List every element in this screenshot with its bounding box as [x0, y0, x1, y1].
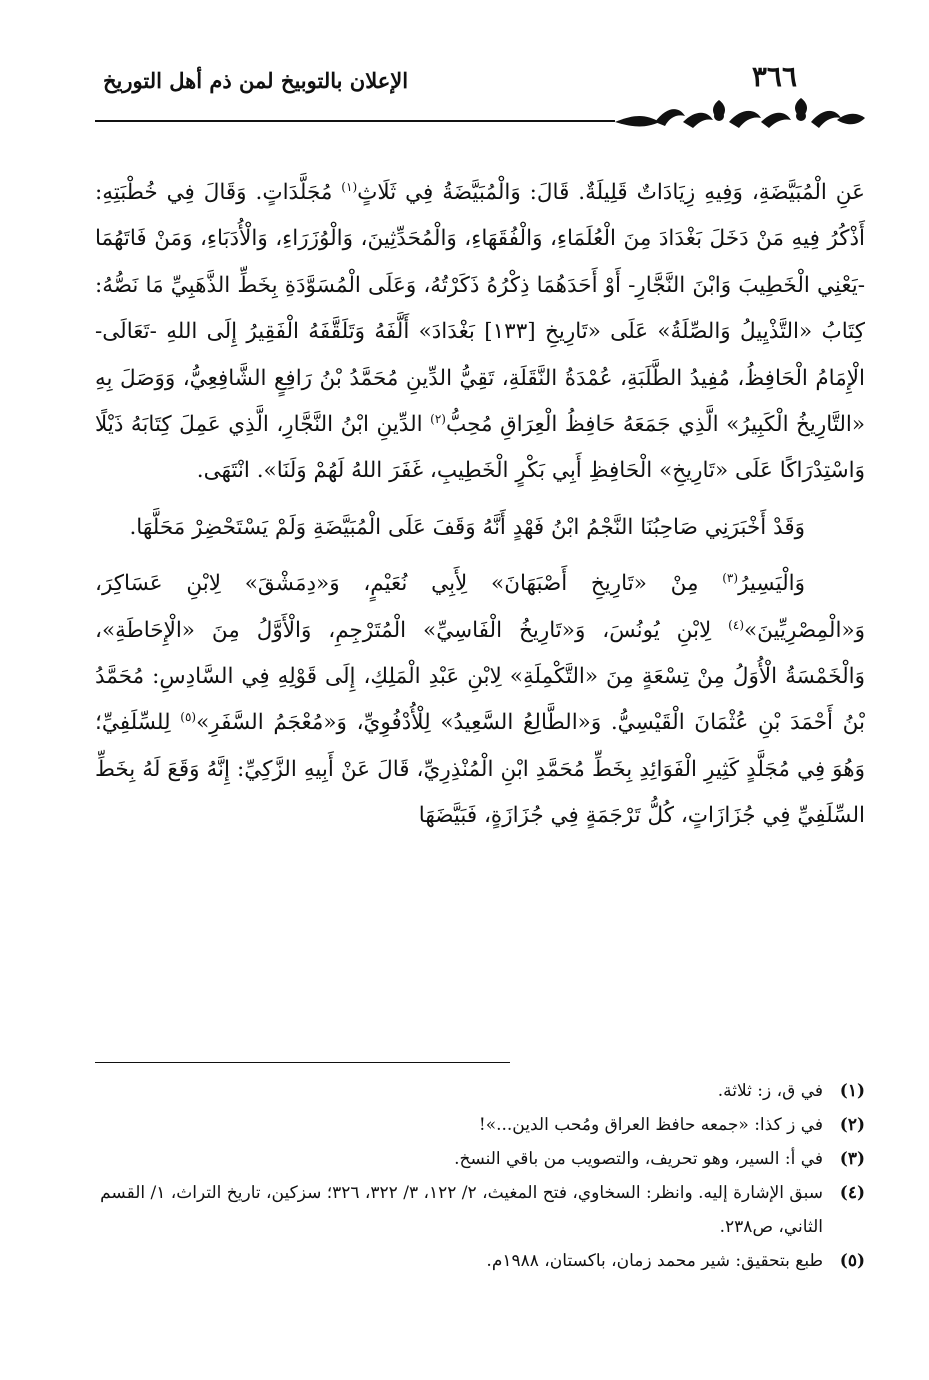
footnote-ref[interactable]: (٢): [430, 411, 446, 426]
footnote-number: (٢): [839, 1115, 865, 1135]
text-run: الدِّينِ ابْنُ النَّجَّارِ، الَّذِي عَمِلَ كِتَابَهُ ذَيْلًا وَاسْتِدْرَاكًا عَلَى «تَارِيخِ» الْحَافِظِ أَبِي بَكْرٍ الْخَطِيبِ، غَفَرَ اللهُ لَهُمْ وَلَنَا». انْتَهَى.: [95, 412, 865, 484]
footnote-text: طبع بتحقيق: شير محمد زمان، باكستان، ١٩٨٨م.: [486, 1251, 823, 1271]
page-number: ٣٦٦: [751, 60, 797, 93]
footnote: [95, 1074, 865, 1108]
text-run: مِنْ «تَارِيخِ أَصْبَهَانَ» لِأَبِي نُعَيْمٍ، وَ«دِمَشْقَ» لِابْنِ عَسَاكِرَ، وَ«الْمِصْرِيِّينَ»: [95, 571, 865, 643]
text-run: لِلسِّلَفِيِّ؛ وَهُوَ فِي مُجَلَّدٍ كَثِيرِ الْفَوَائِدِ بِخَطِّ مُحَمَّدِ ابْنِ الْمُنْذِرِيِّ، قَالَ عَنْ أَبِيهِ الزَّكِيِّ: إِنَّهُ وَقَعَ لَهُ بِخَطِّ السِّلَفِيِّ فِي جُزَازَاتٍ، كُلُّ تَرْجَمَةٍ فِي جُزَازَةٍ، فَبَيَّضَهَا: [95, 710, 865, 829]
footnote: [95, 1142, 865, 1176]
footnote-number: (٥): [839, 1251, 865, 1271]
paragraph: [95, 170, 865, 495]
footnote-ref[interactable]: (٤): [728, 617, 744, 632]
text-run: مُجَلَّدَاتٍ. وَقَالَ فِي خُطْبَتِهِ: أَذْكُرُ فِيهِ مَنْ دَخَلَ بَغْدَادَ مِنَ الْعُلَمَاءِ، وَالْفُقَهَاءِ، وَالْمُحَدِّثِينَ، وَالْوُزَرَاءِ، وَالْأُدَبَاءِ، وَمَنْ فَاتَهُمَا -يَعْنِي الْخَطِيبَ وَابْنَ النَّجَّارِ- أَوْ أَحَدَهُمَا ذِكْرُهُ ذَكَرْتُهُ، وَعَلَى الْمُسَوَّدَةِ بِخَطِّ الذَّهَبِيِّ مَا نَصُّهُ: كِتَابُ «التَّذْيِيلُ وَالصِّلَةُ» عَلَى «تَارِيخِ: [95, 180, 865, 345]
footnote-ref[interactable]: (٥): [180, 710, 197, 725]
footnote-text: في أ: السير، وهو تحريف، والتصويب من باقي النسخ.: [454, 1149, 823, 1169]
footnote: [95, 1108, 865, 1142]
footnote-ref[interactable]: (١): [341, 179, 358, 194]
footnote-text: في ق، ز: ثلاثة.: [717, 1081, 823, 1101]
footnote: [95, 1244, 865, 1278]
text-run: عَنِ الْمُبَيَّضَةِ، وَفِيهِ زِيَادَاتٌ قَلِيلَةٌ. قَالَ: وَالْمُبَيَّضَةُ فِي ثَلَاثٍ: [357, 180, 865, 205]
decorative-ornament-icon: [615, 92, 865, 134]
footnotes: [95, 1074, 865, 1278]
footnote-separator: [95, 1062, 510, 1063]
text-run: وَالْيَسِيرُ: [738, 571, 805, 597]
text-run: لِابْنِ يُونُسَ، وَ«تَارِيخُ الْفَاسِيِّ» الْمُتَرْجِمِ، وَالْأَوَّلُ مِنَ «الْإِحَاطَةِ»، وَالْخَمْسَةُ الْأُوَلُ مِنْ تِسْعَةٍ مِنَ «التَّكْمِلَةِ» لِابْنِ عَبْدِ الْمَلِكِ، إِلَى قَوْلِهِ فِي السَّادِسِ: مُحَمَّدُ بْنُ أَحْمَدَ بْنِ عُثْمَانَ الْقَيْسِيُّ. وَ«الطَّالِعُ السَّعِيدُ» لِلْأُدْفُوِيِّ، وَ«مُعْجَمُ السَّفَرِ»: [95, 617, 865, 736]
main-text: [95, 170, 865, 840]
footnote: [95, 1176, 865, 1244]
footnote-ref[interactable]: (٣): [722, 571, 739, 586]
running-title: الإعلان بالتوبيخ لمن ذم أهل التوريخ: [103, 68, 409, 93]
footnote-text: في ز كذا: «جمعه حافظ العراق ومُحب الدين...»!: [478, 1115, 823, 1135]
footnote-text: سبق الإشارة إليه. وانظر: السخاوي، فتح المغيث، ٢/ ١٢٢، ٣/ ٣٢٢، ٣٢٦؛ سزكين، تاريخ التراث، ١/ القسم الثاني، ص٢٣٨.: [100, 1183, 823, 1237]
header-rule: [95, 120, 615, 122]
text-run: [١٣٣] بَغْدَادَ» أَلَّفَهُ وَتَلَقَّفَهُ الْفَقِيرُ إِلَى اللهِ -تَعَالَى- الْإِمَامُ الْحَافِظُ، مُفِيدُ الطَّلَبَةِ، عُمْدَةُ النَّقَلَةِ، تَقِيُّ الدِّينِ مُحَمَّدُ بْنُ رَافِعٍ الشَّافِعِيُّ، وَوَصَلَ بِهِ «التَّارِيخُ الْكَبِيرُ» الَّذِي جَمَعَهُ حَافِظُ الْعِرَاقِ مُحِبُّ: [95, 319, 866, 438]
paragraph: [95, 561, 865, 839]
footnote-number: (١): [839, 1081, 865, 1101]
page-header: [95, 58, 865, 138]
footnote-number: (٣): [839, 1149, 865, 1169]
paragraph: وَقَدْ أَخْبَرَنِي صَاحِبُنَا النَّجْمُ ابْنُ فَهْدٍ أَنَّهُ وَقَفَ عَلَى الْمُبَيَّضَةِ وَلَمْ يَسْتَحْضِرْ مَحَلَّهَا.: [129, 514, 805, 540]
footnote-number: (٤): [839, 1183, 865, 1203]
